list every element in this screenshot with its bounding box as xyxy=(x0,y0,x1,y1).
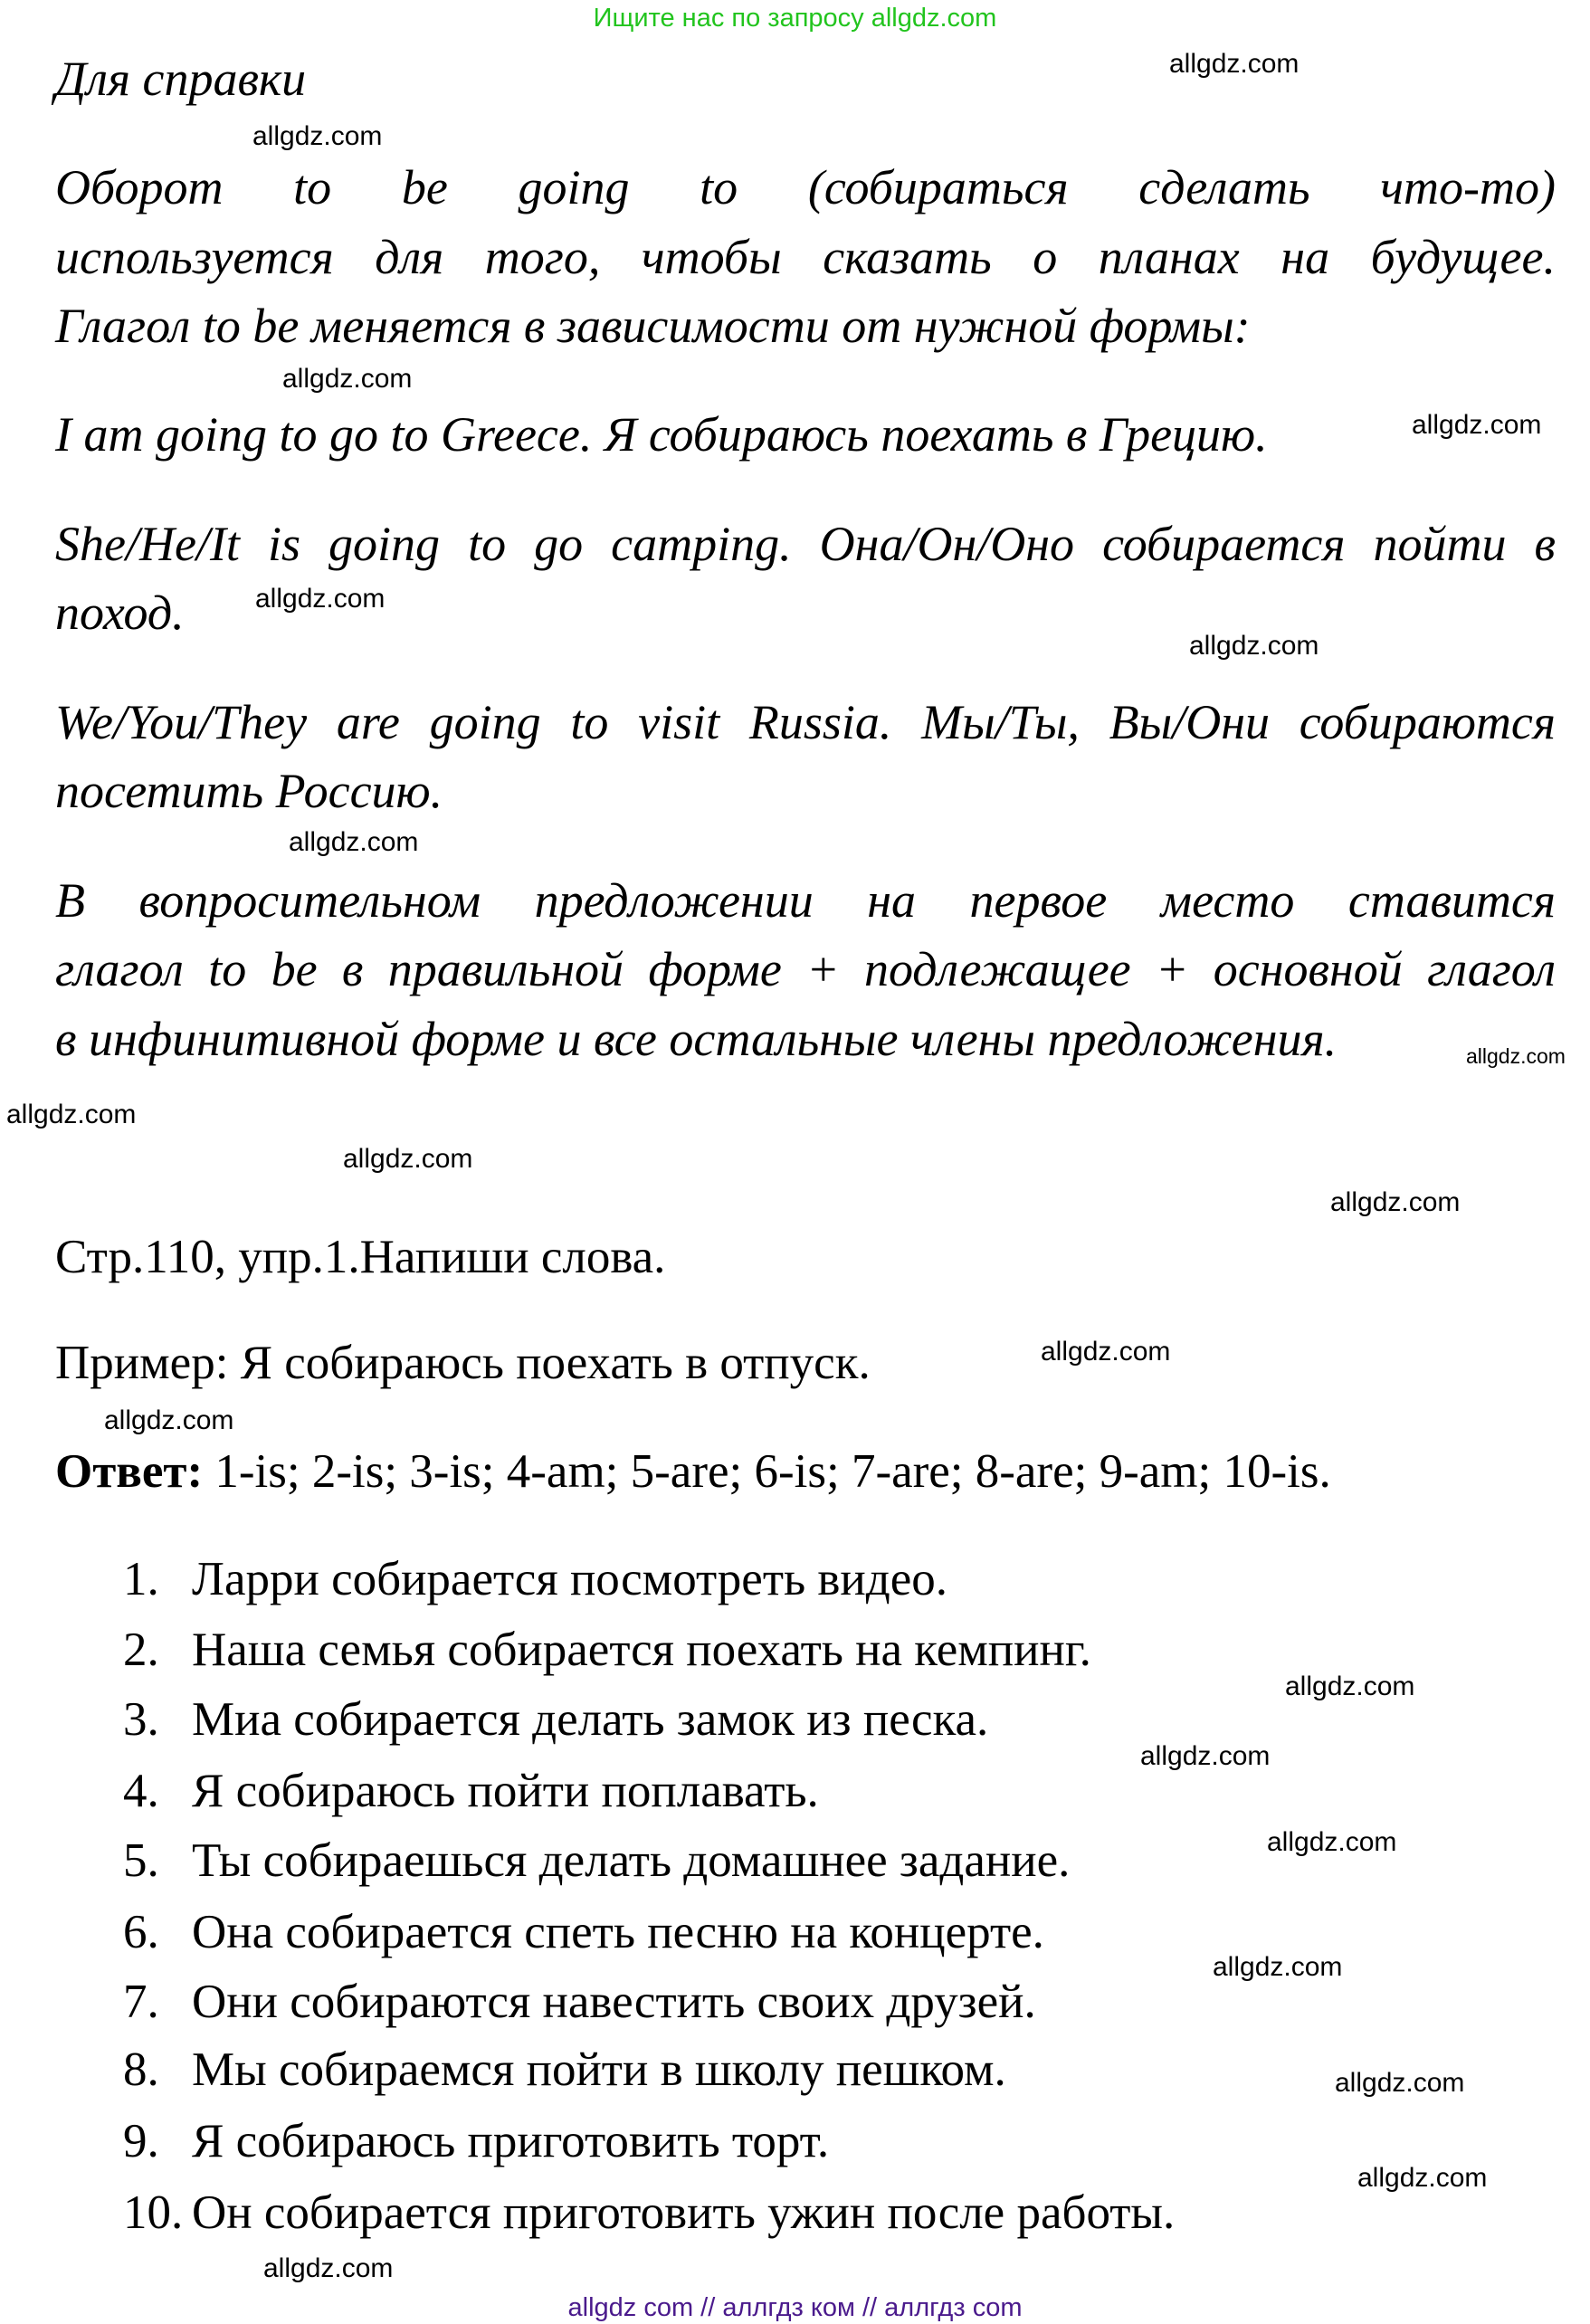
watermark: allgdz.com xyxy=(1330,1187,1461,1217)
watermark: allgdz.com xyxy=(6,1100,137,1129)
watermark: allgdz.com xyxy=(1169,49,1300,79)
item-number: 9. xyxy=(123,2115,159,2167)
watermark: allgdz.com xyxy=(1357,2163,1488,2193)
reference-line: в инфинитивной форме и все остальные члены предложения. xyxy=(55,1012,1338,1066)
item-number: 8. xyxy=(123,2043,159,2096)
list-item xyxy=(0,2110,1590,2173)
reference-line: глагол to be в правильной форме + подлежащее + основной глагол xyxy=(55,942,1556,996)
watermark: allgdz.com xyxy=(1041,1337,1171,1367)
answer-label: Ответ: xyxy=(55,1445,204,1498)
item-text: Наша семья собирается поехать на кемпинг. xyxy=(192,1624,1091,1676)
watermark: allgdz.com xyxy=(343,1144,473,1174)
item-text: Она собирается спеть песню на концерте. xyxy=(192,1906,1044,1958)
item-number: 10. xyxy=(123,2186,184,2239)
watermark: allgdz.com xyxy=(1285,1672,1415,1701)
reference-line: We/You/They are going to visit Russia. Мы/Ты, Вы/Они собираются xyxy=(55,695,1556,749)
watermark: allgdz.com xyxy=(1189,631,1319,661)
list-item xyxy=(0,1759,1590,1823)
reference-line: Глагол to be меняется в зависимости от нужной формы: xyxy=(55,299,1251,353)
footer-banner: allgdz com // аллгдз ком // аллгдз com xyxy=(567,2293,1023,2322)
watermark: allgdz.com xyxy=(289,827,419,857)
watermark: allgdz.com xyxy=(1140,1741,1271,1771)
watermark: allgdz.com xyxy=(1466,1044,1566,1068)
watermark: allgdz.com xyxy=(104,1405,234,1435)
reference-line: I am going to go to Greece. Я собираюсь поехать в Грецию. xyxy=(55,407,1268,462)
watermark: allgdz.com xyxy=(1335,2068,1465,2098)
exercise-heading: Стр.110, упр.1.Напиши слова. xyxy=(55,1231,666,1283)
list-item xyxy=(0,2181,1590,2244)
watermark: allgdz.com xyxy=(263,2253,394,2283)
item-number: 4. xyxy=(123,1765,159,1817)
list-item xyxy=(0,1548,1590,1611)
reference-line: В вопросительном предложении на первое место ставится xyxy=(55,873,1556,928)
reference-line: She/He/It is going to go camping. Она/Он/Оно собирается пойти в xyxy=(55,517,1556,571)
list-item xyxy=(0,1900,1590,1964)
watermark: allgdz.com xyxy=(252,121,383,151)
item-text: Он собирается приготовить ужин после работы. xyxy=(192,2186,1176,2239)
reference-line: поход. xyxy=(55,586,185,640)
item-text: Я собираюсь приготовить торт. xyxy=(192,2115,830,2167)
item-text: Ларри собирается посмотреть видео. xyxy=(192,1553,948,1605)
item-number: 3. xyxy=(123,1693,159,1746)
watermark: allgdz.com xyxy=(255,584,386,614)
header-banner: Ищите нас по запросу allgdz.com xyxy=(593,4,997,33)
watermark: allgdz.com xyxy=(1412,410,1542,440)
watermark: allgdz.com xyxy=(282,364,413,394)
item-text: Они собираются навестить своих друзей. xyxy=(192,1976,1036,2028)
watermark: allgdz.com xyxy=(1213,1952,1343,1982)
item-text: Я собираюсь пойти поплавать. xyxy=(192,1765,819,1817)
exercise-example: Пример: Я собираюсь поехать в отпуск. xyxy=(55,1337,871,1389)
item-number: 6. xyxy=(123,1906,159,1958)
reference-line: используется для того, чтобы сказать о планах на будущее. xyxy=(55,230,1556,284)
item-number: 1. xyxy=(123,1553,159,1605)
item-number: 2. xyxy=(123,1624,159,1676)
item-text: Мы собираемся пойти в школу пешком. xyxy=(192,2043,1006,2096)
list-item xyxy=(0,1970,1590,2034)
item-text: Миа собирается делать замок из песка. xyxy=(192,1693,989,1746)
item-number: 5. xyxy=(123,1834,159,1887)
reference-line: Оборот to be going to (собираться сделать что-то) xyxy=(55,160,1556,214)
exercise-answer xyxy=(55,1440,1331,1503)
answer-text: 1-is; 2-is; 3-is; 4-am; 5-are; 6-is; 7-are; 8-are; 9-am; 10-is. xyxy=(203,1445,1331,1498)
reference-title: Для справки xyxy=(55,52,307,106)
item-number: 7. xyxy=(123,1976,159,2028)
watermark: allgdz.com xyxy=(1267,1827,1397,1857)
reference-line: посетить Россию. xyxy=(55,764,443,818)
item-text: Ты собираешься делать домашнее задание. xyxy=(192,1834,1071,1887)
